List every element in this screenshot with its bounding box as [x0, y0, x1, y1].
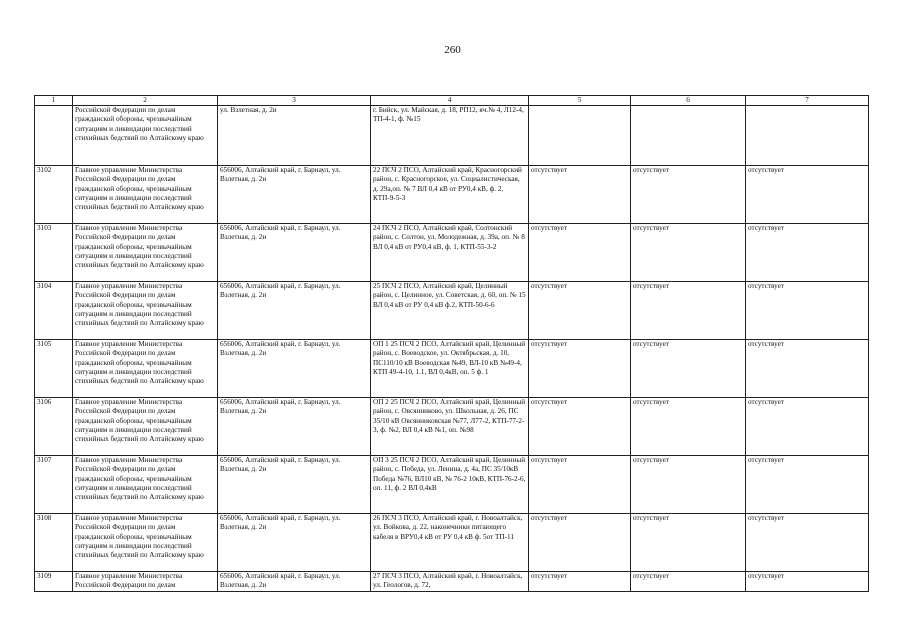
col6-cell: отсутствует: [631, 282, 746, 340]
col7-cell: отсутствует: [746, 340, 869, 398]
owner-cell: Главное управление Министерства Российской Федерации по делам гражданской обороны, чрезвычайным ситуациям и ликвидации последствий стихийных бедствий по Алтайскому краю: [73, 224, 218, 282]
table-row: [35, 398, 869, 456]
row-number: 3109: [35, 572, 73, 592]
owner-cell: Главное управление Министерства Российской Федерации по делам гражданской обороны, чрезвычайным ситуациям и ликвидации последствий стихийных бедствий по Алтайскому краю: [73, 514, 218, 572]
col6-cell: [631, 106, 746, 166]
col6-cell: отсутствует: [631, 572, 746, 592]
header-cell: 6: [631, 96, 746, 106]
header-cell: 1: [35, 96, 73, 106]
address-cell: 656006, Алтайский край, г. Барнаул, ул. Взлетная, д. 2и: [218, 340, 371, 398]
object-cell: ОП 2 25 ПСЧ 2 ПСО, Алтайский край, Целинный район, с. Овсянниково, ул. Школьная, д. 26, ПС 35/10 кВ Овсянниковская №77, Л77-2, КТП-77-2-3, ф. №2, ВЛ 0,4 кВ №1, оп. №98: [371, 398, 529, 456]
header-cell: 2: [73, 96, 218, 106]
col5-cell: отсутствует: [529, 514, 631, 572]
col6-cell: отсутствует: [631, 224, 746, 282]
table-row: [35, 282, 869, 340]
header-cell: 5: [529, 96, 631, 106]
col7-cell: отсутствует: [746, 514, 869, 572]
col7-cell: отсутствует: [746, 166, 869, 224]
col5-cell: отсутствует: [529, 166, 631, 224]
address-cell: 656006, Алтайский край, г. Барнаул, ул. Взлетная, д. 2и: [218, 224, 371, 282]
col7-cell: отсутствует: [746, 282, 869, 340]
object-cell: 25 ПСЧ 2 ПСО, Алтайский край, Целинный район, с. Целинное, ул. Советская, д. 60, оп. № 15 ВЛ 0,4 кВ от РУ 0,4 кВ ф.2, КТП-50-6-6: [371, 282, 529, 340]
object-cell: г. Бийск, ул. Майская, д. 18, РП12, яч.№ 4, Л12-4, ТП-4-1, ф. №15: [371, 106, 529, 166]
row-number: 3104: [35, 282, 73, 340]
col6-cell: отсутствует: [631, 456, 746, 514]
object-cell: ОП 3 25 ПСЧ 2 ПСО, Алтайский край, Целинный район, с. Победа, ул. Ленина, д. 4а, ПС 35/10кВ Победа №76, ВЛ10 кВ, № 76-2 10кВ, КТП-76-2-6, оп. 11, ф. 2 ВЛ 0,4кВ: [371, 456, 529, 514]
table-row: [35, 166, 869, 224]
col5-cell: отсутствует: [529, 398, 631, 456]
col6-cell: отсутствует: [631, 514, 746, 572]
owner-cell: Российской Федерации по делам гражданской обороны, чрезвычайным ситуациям и ликвидации последствий стихийных бедствий по Алтайскому краю: [73, 106, 218, 166]
header-cell: 4: [371, 96, 529, 106]
col5-cell: отсутствует: [529, 572, 631, 592]
owner-cell: Главное управление Министерства Российской Федерации по делам гражданской обороны, чрезвычайным ситуациям и ликвидации последствий стихийных бедствий по Алтайскому краю: [73, 166, 218, 224]
col5-cell: отсутствует: [529, 282, 631, 340]
object-cell: 27 ПСЧ 3 ПСО, Алтайский край, г. Новоалтайск, ул. Геологов, д. 72,: [371, 572, 529, 592]
col7-cell: отсутствует: [746, 398, 869, 456]
header-cell: 3: [218, 96, 371, 106]
table-row: [35, 340, 869, 398]
page-number: 260: [444, 44, 461, 56]
address-cell: 656006, Алтайский край, г. Барнаул, ул. Взлетная, д. 2и: [218, 456, 371, 514]
row-number: 3102: [35, 166, 73, 224]
owner-cell: Главное управление Министерства Российской Федерации по делам гражданской обороны, чрезвычайным ситуациям и ликвидации последствий стихийных бедствий по Алтайскому краю: [73, 398, 218, 456]
object-cell: 24 ПСЧ 2 ПСО, Алтайский край, Солтонский район, с. Солтон, ул. Молодежная, д. 39а, оп. № 8 ВЛ 0,4 кВ от РУ0,4 кВ, ф. 1, КТП-55-3-2: [371, 224, 529, 282]
table-row: [35, 224, 869, 282]
row-number: 3105: [35, 340, 73, 398]
header-row: [35, 96, 869, 106]
register-table: [34, 95, 869, 592]
col6-cell: отсутствует: [631, 166, 746, 224]
row-number: 3103: [35, 224, 73, 282]
col5-cell: отсутствует: [529, 456, 631, 514]
col7-cell: отсутствует: [746, 224, 869, 282]
owner-cell: Главное управление Министерства Российской Федерации по делам гражданской обороны, чрезвычайным ситуациям и ликвидации последствий стихийных бедствий по Алтайскому краю: [73, 456, 218, 514]
header-cell: 7: [746, 96, 869, 106]
col5-cell: отсутствует: [529, 224, 631, 282]
table-row: [35, 572, 869, 592]
table-row: [35, 456, 869, 514]
address-cell: 656006, Алтайский край, г. Барнаул, ул. Взлетная, д. 2и: [218, 166, 371, 224]
row-number: 3107: [35, 456, 73, 514]
col6-cell: отсутствует: [631, 340, 746, 398]
col7-cell: отсутствует: [746, 456, 869, 514]
address-cell: 656006, Алтайский край, г. Барнаул, ул. Взлетная, д. 2и: [218, 282, 371, 340]
address-cell: 656006, Алтайский край, г. Барнаул, ул. Взлетная, д. 2и: [218, 398, 371, 456]
table-row: [35, 106, 869, 166]
object-cell: 26 ПСЧ 3 ПСО, Алтайский край, г. Новоалтайск, ул. Войкова, д. 22, наконечники питающего кабеля в ВРУ0,4 кВ от РУ 0,4 кВ ф. 5от ТП-11: [371, 514, 529, 572]
table-row: [35, 514, 869, 572]
col7-cell: отсутствует: [746, 572, 869, 592]
address-cell: 656006, Алтайский край, г. Барнаул, ул. Взлетная, д. 2и: [218, 514, 371, 572]
object-cell: 22 ПСЧ 2 ПСО, Алтайский край, Красногорский район, с. Красногорское, ул. Социалистическая, д. 29а,оп. № 7 ВЛ 0,4 кВ от РУ0,4 кВ, ф. 2, КТП-9-5-3: [371, 166, 529, 224]
owner-cell: Главное управление Министерства Российской Федерации по делам: [73, 572, 218, 592]
object-cell: ОП 1 25 ПСЧ 2 ПСО, Алтайский край, Целинный район, с. Воеводское, ул. Октябрьская, д. 10, ПС110/10 кВ Воеводская №49, ВЛ-10 кВ №49-4, КТП 49-4-10, 1.1, ВЛ 0,4кВ, оп. 5 ф. 1: [371, 340, 529, 398]
address-cell: 656006, Алтайский край, г. Барнаул, ул. Взлетная, д. 2и: [218, 572, 371, 592]
address-cell: ул. Взлетная, д. 2и: [218, 106, 371, 166]
row-number: 3106: [35, 398, 73, 456]
col6-cell: отсутствует: [631, 398, 746, 456]
row-number: 3108: [35, 514, 73, 572]
row-number: [35, 106, 73, 166]
col7-cell: [746, 106, 869, 166]
owner-cell: Главное управление Министерства Российской Федерации по делам гражданской обороны, чрезвычайным ситуациям и ликвидации последствий стихийных бедствий по Алтайскому краю: [73, 282, 218, 340]
col5-cell: [529, 106, 631, 166]
owner-cell: Главное управление Министерства Российской Федерации по делам гражданской обороны, чрезвычайным ситуациям и ликвидации последствий стихийных бедствий по Алтайскому краю: [73, 340, 218, 398]
col5-cell: отсутствует: [529, 340, 631, 398]
